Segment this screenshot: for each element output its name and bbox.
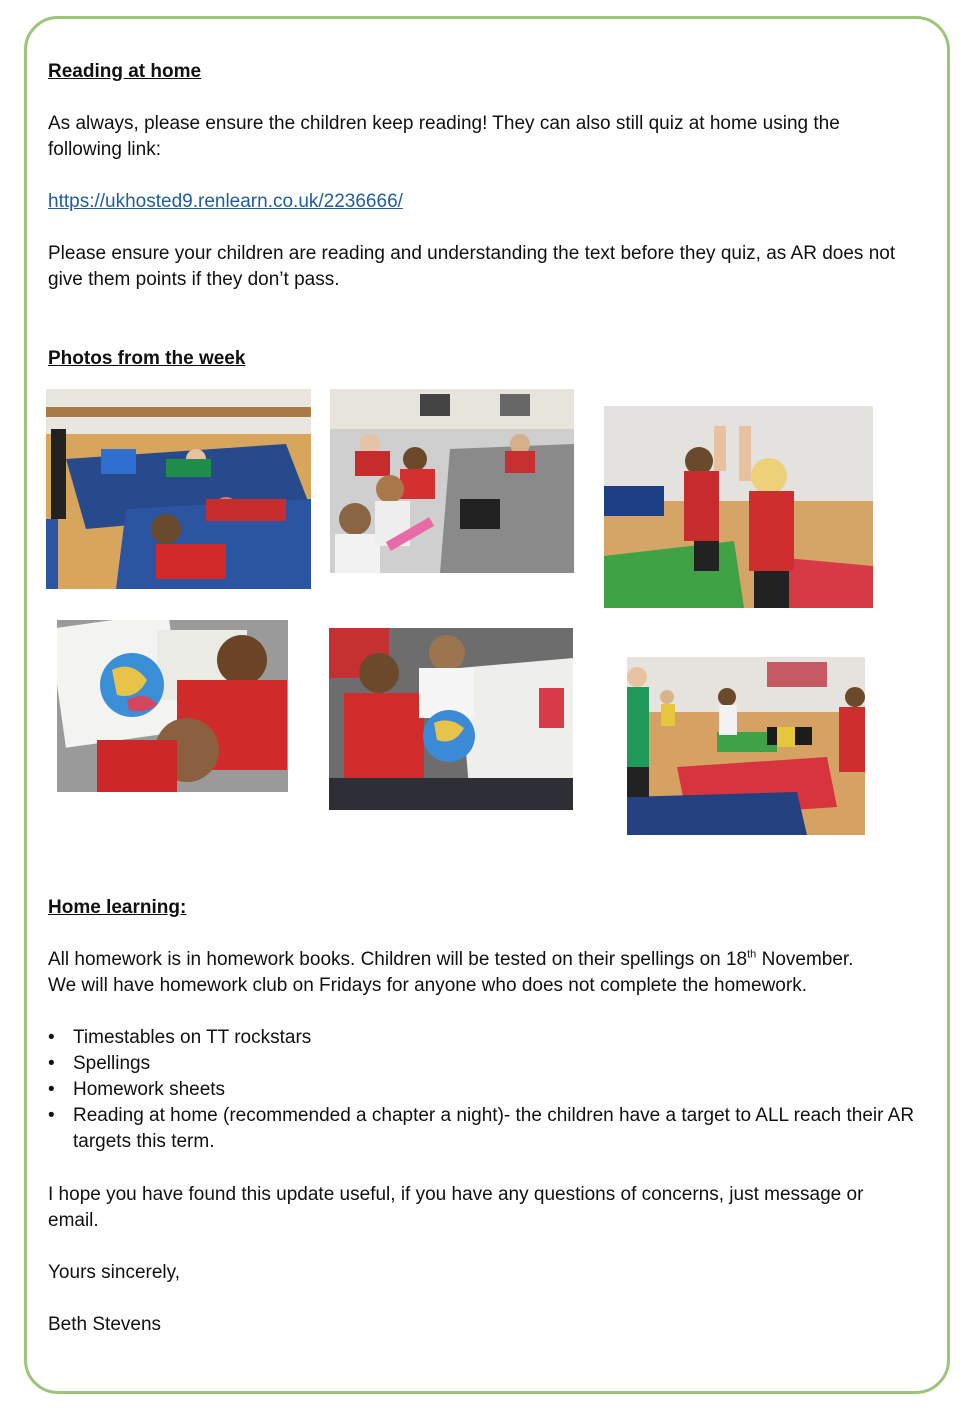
closing-paragraph: I hope you have found this update useful, if you have any questions of concerns, just message or email. [48, 1184, 864, 1231]
homework-list [48, 1025, 928, 1155]
reading-paragraph: As always, please ensure the children keep reading! They can also still quiz at home using the following link: [48, 113, 840, 160]
list-item: • Spellings [48, 1051, 928, 1077]
photo-hall-gymnastics [627, 657, 865, 835]
photo-globe-pair [329, 628, 573, 810]
renlearn-link[interactable]: https://ukhosted9.renlearn.co.uk/2236666/ [48, 191, 403, 212]
list-item: • Timestables on TT rockstars [48, 1025, 928, 1051]
photo-classroom-ukuleles [330, 389, 574, 573]
homework-paragraph: All homework is in homework books. Children will be tested on their spellings on 18th November. We will have homework club on Fridays for anyone who does not complete the homework. [48, 948, 854, 996]
photos-heading: Photos from the week [48, 348, 246, 369]
quiz-paragraph: Please ensure your children are reading and understanding the text before they quiz, as AR does not give them points if they don’t pass. [48, 243, 896, 290]
photo-globe-desk [57, 620, 288, 792]
home-learning-heading: Home learning: [48, 897, 187, 918]
photo-gym-mats [46, 389, 311, 589]
reading-heading: Reading at home [48, 61, 202, 82]
signoff: Yours sincerely, [48, 1262, 181, 1283]
author-name: Beth Stevens [48, 1314, 162, 1335]
list-item: • Reading at home (recommended a chapter a night)- the children have a target to ALL reach their AR targets this term. [48, 1103, 928, 1155]
list-item: • Homework sheets [48, 1077, 928, 1103]
photo-hall-balance [604, 406, 873, 608]
